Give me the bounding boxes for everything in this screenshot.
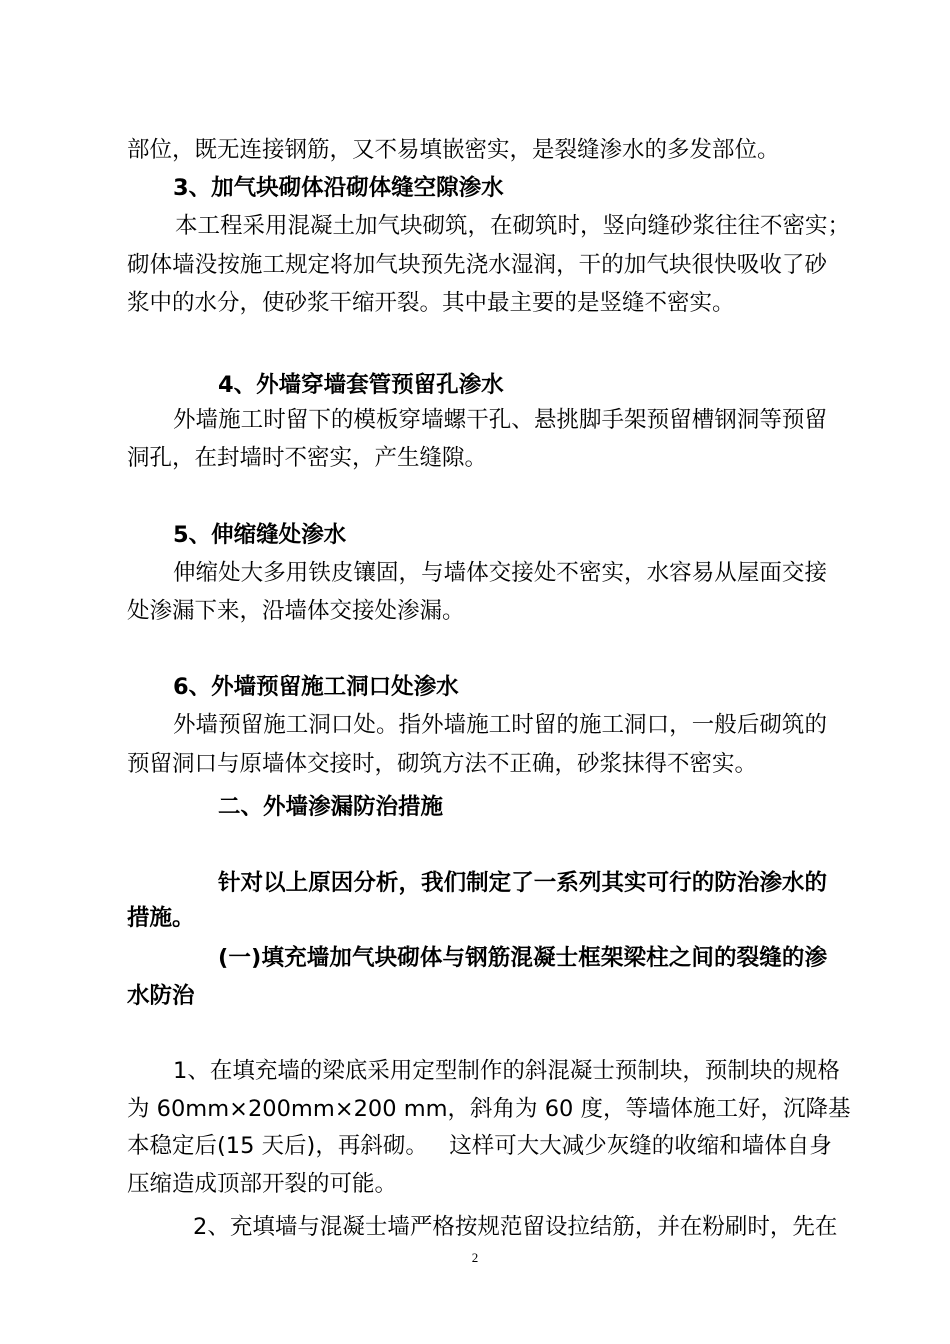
subsection-heading: (一)填充墙加气块砌体与钢筋混凝士框架梁柱之间的裂缝的渗	[218, 945, 827, 971]
paragraph-line: 浆中的水分，使砂浆干缩开裂。其中最主要的是竖缝不密实。	[127, 290, 735, 316]
subsection-heading: 水防治	[127, 983, 195, 1009]
paragraph-line: 本稳定后(15 天后)，再斜砌。 这样可大大减少灰缝的收缩和墙体自身	[127, 1133, 832, 1159]
intro-paragraph-line: 针对以上原因分析，我们制定了一系列其实可行的防治渗水的	[218, 870, 827, 896]
section-heading-4: 4、外墙穿墙套管预留孔渗水	[218, 372, 504, 398]
section-heading-6: 6、外墙预留施工洞口处渗水	[173, 674, 459, 700]
paragraph-line: 伸缩处大多用铁皮镶固，与墙体交接处不密实，水容易从屋面交接	[173, 560, 827, 586]
paragraph-line: 处渗漏下来，沿墙体交接处渗漏。	[127, 598, 465, 624]
paragraph-line: 为 60mm×200mm×200 mm，斜角为 60 度，等墙体施工好，沉降基	[127, 1096, 851, 1122]
section-heading-3: 3、加气块砌体沿砌体缝空隙渗水	[173, 175, 504, 201]
paragraph-line: 洞孔，在封墙时不密实，产生缝隙。	[127, 445, 488, 471]
paragraph-line: 外墙施工时留下的模板穿墙螺干孔、悬挑脚手架预留槽钢洞等预留	[173, 407, 827, 433]
paragraph-line: 砌体墙没按施工规定将加气块预先浇水湿润，干的加气块很快吸收了砂	[127, 252, 827, 278]
page-number: 2	[471, 1250, 479, 1265]
paragraph-line: 压缩造成顶部开裂的可能。	[127, 1171, 398, 1197]
intro-paragraph-line: 措施。	[127, 905, 195, 931]
paragraph-line: 1、在填充墙的梁底采用定型制作的斜混凝士预制块，预制块的规格	[173, 1058, 840, 1084]
paragraph-line: 外墙预留施工洞口处。指外墙施工时留的施工洞口，一般后砌筑的	[173, 712, 827, 738]
paragraph-line: 预留洞口与原墙体交接时，砌筑方法不正确，砂浆抹得不密实。	[127, 751, 758, 777]
section-heading-5: 5、伸缩缝处渗水	[173, 522, 347, 548]
chapter-heading: 二、外墙渗漏防治措施	[218, 794, 444, 820]
paragraph-line: 2、充填墙与混凝士墙严格按规范留设拉结筋，并在粉刷时，先在	[193, 1214, 838, 1240]
paragraph-line: 部位，既无连接钢筋，又不易填嵌密实，是裂缝渗水的多发部位。	[127, 137, 780, 163]
paragraph-line: 本工程采用混凝土加气块砌筑，在砌筑时，竖向缝砂浆往往不密实；	[175, 213, 851, 239]
